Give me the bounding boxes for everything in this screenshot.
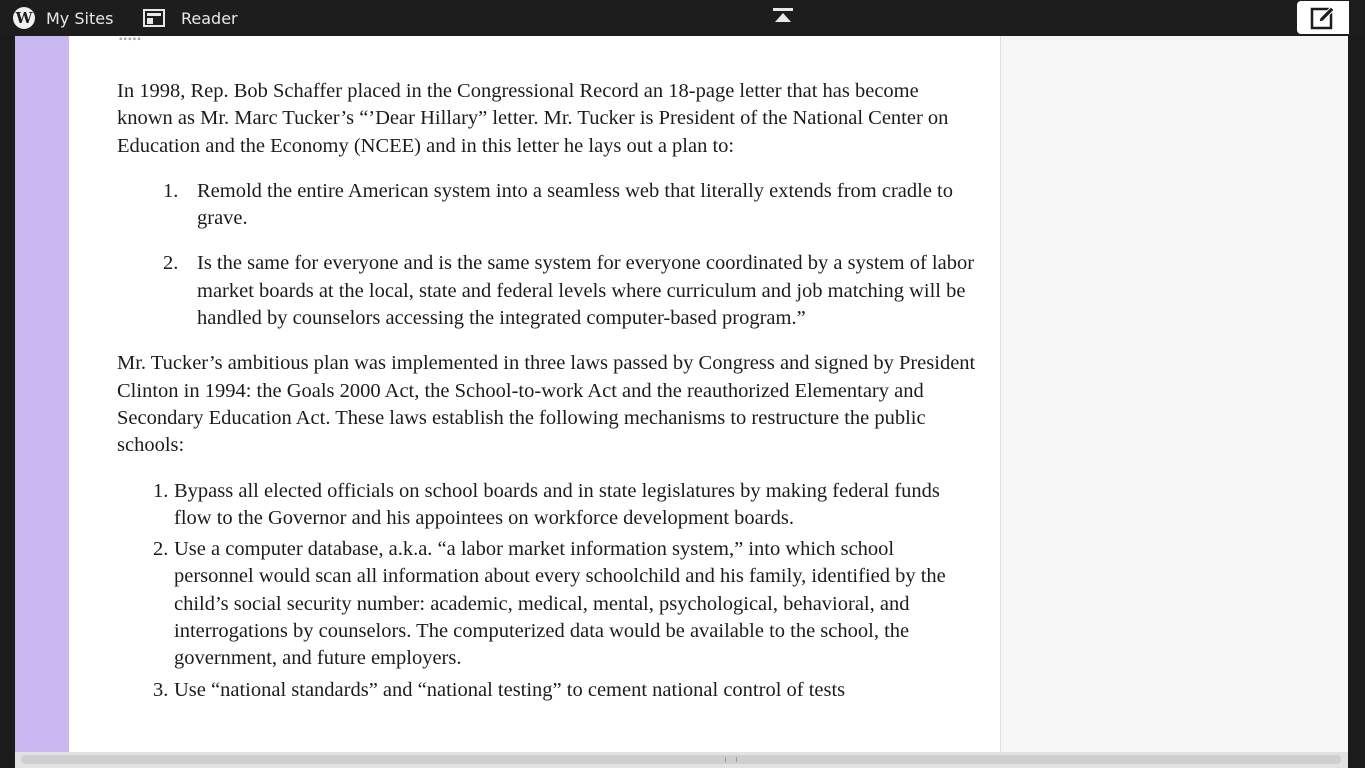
my-sites-label: My Sites: [46, 8, 114, 28]
plan-list: [117, 178, 977, 332]
list-item: [117, 677, 977, 704]
list-number: 1.: [163, 179, 179, 202]
reader-label: Reader: [181, 8, 238, 28]
list-number: 2.: [163, 252, 179, 275]
paragraph-laws: Mr. Tucker’s ambitious plan was implemented in three laws passed by Congress and signed by President Clinton in 1994: the Goals 2000 Act, the School-to-work Act and the reauthorized Elementary and Secondary Education Act. These laws establish the following mechanisms to restructure the public schools:: [117, 352, 976, 457]
scrollbar-thumb[interactable]: [21, 755, 1341, 764]
article-body: [117, 78, 977, 708]
divider-dots: ▪▪▪▪▪: [119, 36, 142, 45]
paragraph-intro: In 1998, Rep. Bob Schaffer placed in the Congressional Record an 18-page letter that has become known as Mr. Marc Tucker’s “’Dear Hillary” letter. Mr. Tucker is President of the National Center on Education and the Economy (NCEE) and in this letter he lays out a plan to:: [117, 80, 949, 157]
my-sites-menu[interactable]: [13, 0, 113, 36]
list-item-text: Use a computer database, a.k.a. “a labor market information system,” into which school personnel would scan all information about every schoolchild and his family, identified by the child’s social security number: academic, medical, mental, psychological, behavioral, and interrogations by counselors. The computerized data would be available to the school, the government, and future employers.: [174, 538, 946, 670]
admin-bar: [0, 0, 1365, 36]
post-content: [69, 36, 1001, 752]
write-icon: [1310, 5, 1336, 31]
list-number: 2.: [153, 538, 169, 561]
list-number: 3.: [153, 678, 169, 701]
write-button[interactable]: [1297, 1, 1349, 34]
list-item: [117, 536, 977, 672]
list-item: [117, 178, 977, 233]
mechanisms-list: [117, 478, 977, 704]
post-page: [15, 36, 1348, 752]
list-item-text: Bypass all elected officials on school boards and in state legislatures by making federal funds flow to the Governor and his appointees on workforce development boards.: [174, 479, 940, 529]
list-item: [117, 478, 977, 533]
list-number: 1.: [153, 479, 169, 502]
right-sidebar: [1001, 36, 1348, 752]
accent-sidebar: [15, 36, 69, 752]
list-item: [117, 250, 977, 332]
wordpress-icon: W: [13, 7, 35, 29]
list-item-text: Remold the entire American system into a seamless web that literally extends from cradle to grave.: [197, 179, 953, 230]
list-item-text: Use “national standards” and “national testing” to cement national control of tests: [174, 678, 846, 701]
scrollbar-grip-icon: [725, 757, 737, 762]
list-item-text: Is the same for everyone and is the same system for everyone coordinated by a system of labor market boards at the local, state and federal levels where curriculum and job matching will be handled by counselors accessing the integrated computer-based program.”: [197, 252, 975, 330]
collapse-up-icon[interactable]: [773, 8, 793, 24]
reader-menu[interactable]: [143, 0, 238, 36]
reader-icon: [143, 9, 165, 27]
horizontal-scrollbar[interactable]: [15, 752, 1348, 768]
